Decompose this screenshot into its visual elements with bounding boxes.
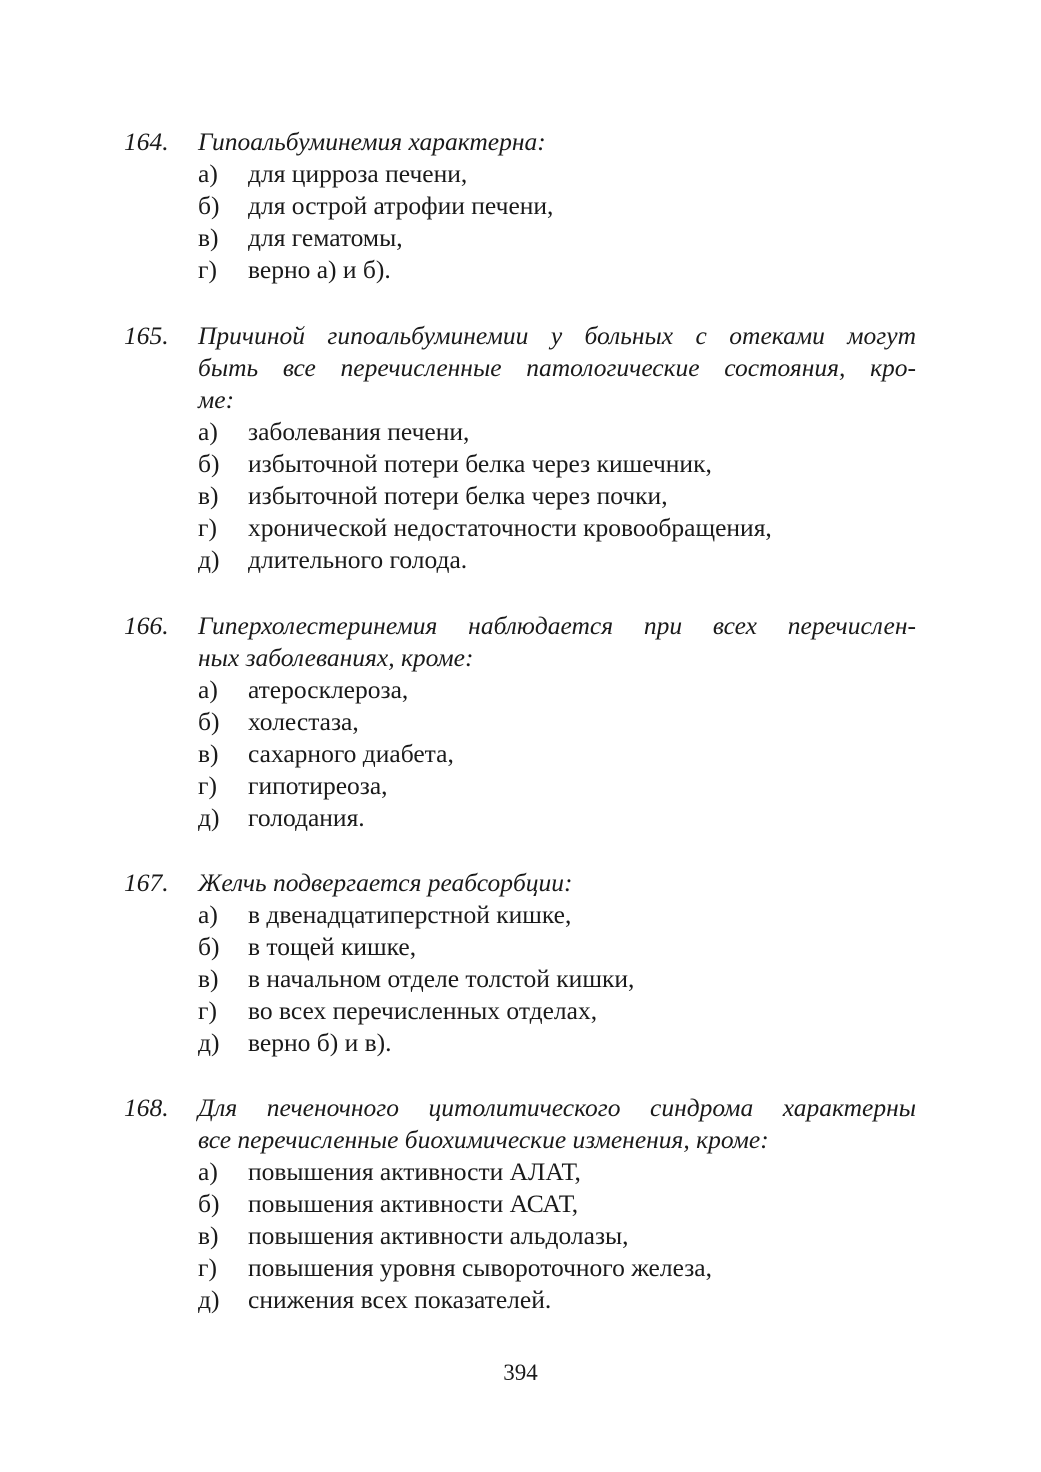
answer-option <box>124 995 916 1027</box>
option-letter: б) <box>198 1189 220 1218</box>
answer-option <box>124 1027 916 1059</box>
option-letter: в) <box>198 739 219 768</box>
question-number: 165. <box>124 321 169 350</box>
option-letter: в) <box>198 964 219 993</box>
answer-option <box>124 480 916 512</box>
answer-option <box>124 1284 916 1316</box>
answer-option <box>124 544 916 576</box>
answer-option <box>124 899 916 931</box>
answer-options <box>124 674 916 834</box>
answer-options <box>124 416 916 576</box>
answer-options <box>124 158 916 286</box>
question-number: 164. <box>124 127 169 156</box>
answer-option <box>124 706 916 738</box>
page-number: 394 <box>503 1360 538 1385</box>
option-letter: б) <box>198 932 220 961</box>
option-text: снижения всех показателей. <box>248 1285 552 1314</box>
option-letter: д) <box>198 1028 220 1057</box>
option-letter: в) <box>198 223 219 252</box>
answer-options <box>124 1156 916 1316</box>
answer-option <box>124 931 916 963</box>
question-number: 166. <box>124 611 169 640</box>
option-text: повышения активности АСАТ, <box>248 1189 579 1218</box>
option-letter: б) <box>198 707 220 736</box>
question-header <box>124 610 916 674</box>
option-letter: д) <box>198 803 220 832</box>
answer-option <box>124 512 916 544</box>
question-168 <box>124 1092 916 1316</box>
option-letter: г) <box>198 255 217 284</box>
option-text: заболевания печени, <box>248 417 470 446</box>
option-letter: г) <box>198 996 217 1025</box>
answer-option <box>124 963 916 995</box>
option-letter: г) <box>198 771 217 800</box>
option-letter: б) <box>198 449 220 478</box>
question-line: быть все перечисленные патологические состояния, кро- <box>198 353 916 382</box>
option-text: гипотиреоза, <box>248 771 388 800</box>
question-line: ных заболеваниях, кроме: <box>198 643 474 672</box>
option-text: в тощей кишке, <box>248 932 417 961</box>
question-text <box>198 1092 916 1156</box>
question-line: Для печеночного цитолитического синдрома характерны <box>198 1093 916 1122</box>
question-line: Причиной гипоальбуминемии у больных с отеками могут <box>198 321 916 350</box>
option-letter: а) <box>198 1157 218 1186</box>
option-text: повышения уровня сывороточного железа, <box>248 1253 712 1282</box>
option-text: верно б) и в). <box>248 1028 392 1057</box>
option-text: длительного голода. <box>248 545 468 574</box>
option-text: в начальном отделе толстой кишки, <box>248 964 635 993</box>
option-text: для острой атрофии печени, <box>248 191 554 220</box>
question-line: все перечисленные биохимические изменения, кроме: <box>198 1125 769 1154</box>
answer-option <box>124 1252 916 1284</box>
option-letter: д) <box>198 545 220 574</box>
option-letter: в) <box>198 1221 219 1250</box>
answer-option <box>124 1188 916 1220</box>
answer-option <box>124 190 916 222</box>
question-number: 167. <box>124 868 169 897</box>
option-text: избыточной потери белка через почки, <box>248 481 668 510</box>
option-letter: в) <box>198 481 219 510</box>
question-text <box>198 610 916 674</box>
option-text: холестаза, <box>248 707 359 736</box>
question-header <box>124 126 916 158</box>
question-line: Желчь подвергается реабсорбции: <box>198 868 573 897</box>
answer-option <box>124 222 916 254</box>
option-text: во всех перечисленных отделах, <box>248 996 598 1025</box>
question-text <box>198 867 916 899</box>
option-letter: б) <box>198 191 220 220</box>
answer-option <box>124 802 916 834</box>
option-text: голодания. <box>248 803 365 832</box>
answer-option <box>124 448 916 480</box>
answer-option <box>124 1156 916 1188</box>
option-text: повышения активности АЛАТ, <box>248 1157 581 1186</box>
question-165 <box>124 320 916 576</box>
option-letter: г) <box>198 513 217 542</box>
option-letter: г) <box>198 1253 217 1282</box>
question-167 <box>124 867 916 1059</box>
option-letter: а) <box>198 900 218 929</box>
question-text <box>198 126 916 158</box>
option-text: повышения активности альдолазы, <box>248 1221 629 1250</box>
option-text: для гематомы, <box>248 223 403 252</box>
option-text: в двенадцатиперстной кишке, <box>248 900 572 929</box>
answer-options <box>124 899 916 1059</box>
answer-option <box>124 416 916 448</box>
question-header <box>124 867 916 899</box>
option-text: атеросклероза, <box>248 675 409 704</box>
question-number: 168. <box>124 1093 169 1122</box>
option-text: сахарного диабета, <box>248 739 454 768</box>
option-text: избыточной потери белка через кишечник, <box>248 449 712 478</box>
answer-option <box>124 674 916 706</box>
question-header <box>124 320 916 416</box>
question-line: Гиперхолестеринемия наблюдается при всех перечислен- <box>198 611 916 640</box>
answer-option <box>124 254 916 286</box>
option-text: хронической недостаточности кровообращения, <box>248 513 772 542</box>
option-letter: а) <box>198 417 218 446</box>
option-letter: а) <box>198 159 218 188</box>
question-header <box>124 1092 916 1156</box>
question-line: Гипоальбуминемия характерна: <box>198 127 546 156</box>
answer-option <box>124 1220 916 1252</box>
answer-option <box>124 770 916 802</box>
question-166 <box>124 610 916 834</box>
question-164 <box>124 126 916 286</box>
question-text <box>198 320 916 416</box>
option-text: верно а) и б). <box>248 255 391 284</box>
option-text: для цирроза печени, <box>248 159 468 188</box>
answer-option <box>124 738 916 770</box>
option-letter: а) <box>198 675 218 704</box>
option-letter: д) <box>198 1285 220 1314</box>
question-line: ме: <box>198 385 235 414</box>
answer-option <box>124 158 916 190</box>
